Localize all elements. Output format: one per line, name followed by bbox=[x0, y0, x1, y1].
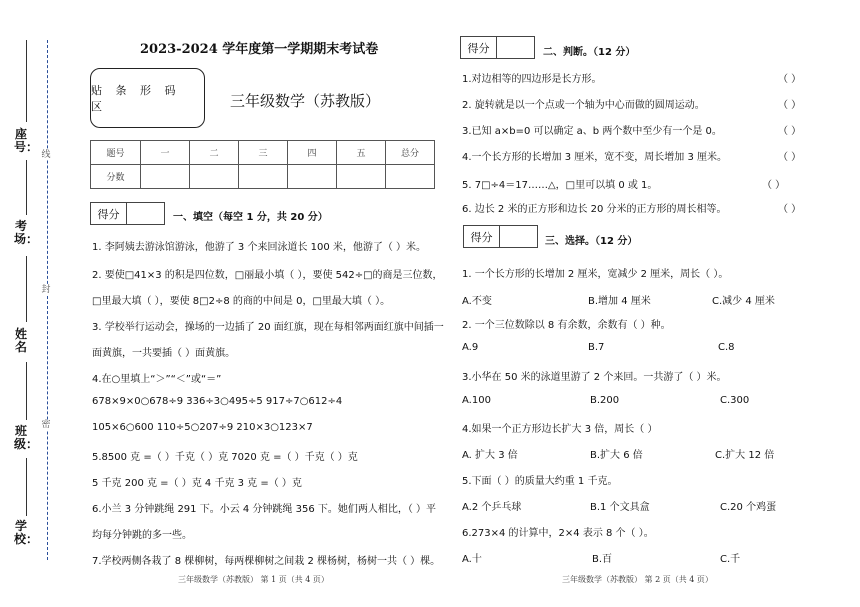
choice-option: C.8 bbox=[718, 342, 735, 353]
fill-line: 5.8500 克 =（ ）千克（ ）克 7020 克 =（ ）千克（ ）克 bbox=[92, 452, 358, 463]
judge-paren: （ ） bbox=[778, 74, 802, 85]
cut-mark-feng: 封 bbox=[41, 285, 51, 295]
exam-room-line bbox=[26, 160, 27, 215]
fill-line: 面黄旗，一共要插（ ）面黄旗。 bbox=[92, 348, 236, 359]
score-table-cell bbox=[141, 165, 190, 189]
fill-line: □里最大填（ ），要使 8□2÷8 的商的中间是 0，□里最大填（ ）。 bbox=[92, 296, 391, 307]
score-table-cell bbox=[337, 165, 386, 189]
score-box-blank bbox=[497, 37, 534, 58]
score-box-blank bbox=[500, 226, 537, 247]
fill-line: 105×6○600 110÷5○207÷9 210×3○123×7 bbox=[92, 422, 313, 433]
barcode-area bbox=[90, 68, 205, 128]
score-table-cell: 题号 bbox=[91, 141, 141, 165]
choice-option: C.千 bbox=[720, 554, 741, 565]
score-box-blank bbox=[127, 203, 164, 224]
score-table-cell bbox=[190, 165, 239, 189]
score-box-label: 得分 bbox=[461, 37, 497, 58]
class-line bbox=[26, 362, 27, 420]
barcode-label: 贴 条 形 码 区 bbox=[91, 84, 181, 113]
score-table-cell: 三 bbox=[239, 141, 288, 165]
score-box-label: 得分 bbox=[91, 203, 127, 224]
fill-line: 6.小兰 3 分钟跳绳 291 下。小云 4 分钟跳绳 356 下。她们两人相比，（ ）平 bbox=[92, 504, 437, 515]
choice-option: C.20 个鸡蛋 bbox=[720, 502, 777, 513]
score-table-cell: 五 bbox=[337, 141, 386, 165]
class-label: 班级： bbox=[14, 424, 39, 451]
name-line bbox=[26, 256, 27, 322]
choice-question: 3.小华在 50 米的泳道里游了 2 个来回。一共游了（ ）米。 bbox=[462, 372, 727, 383]
score-table-cell: 分数 bbox=[91, 165, 141, 189]
choice-option: A. 扩大 3 倍 bbox=[462, 450, 518, 461]
choice-question: 4.如果一个正方形边长扩大 3 倍，周长（ ） bbox=[462, 424, 658, 435]
judge-paren: （ ） bbox=[762, 180, 786, 191]
choice-question: 1. 一个长方形的长增加 2 厘米，宽减少 2 厘米，周长（ ）。 bbox=[462, 269, 729, 280]
choice-option: A.9 bbox=[462, 342, 479, 353]
binding-dashed-line bbox=[47, 40, 48, 560]
choice-option: C.扩大 12 倍 bbox=[715, 450, 775, 461]
judge-paren: （ ） bbox=[778, 204, 802, 215]
choice-option: A.不变 bbox=[462, 296, 492, 307]
choice-option: C.减少 4 厘米 bbox=[712, 296, 775, 307]
choice-option: B.200 bbox=[590, 395, 620, 406]
school-line bbox=[26, 458, 27, 516]
cut-mark-xian: 线 bbox=[41, 150, 51, 160]
judge-item: 4.一个长方形的长增加 3 厘米，宽不变，周长增加 3 厘米。 bbox=[462, 152, 727, 163]
choice-question: 6.273×4 的计算中，2×4 表示 8 个（ ）。 bbox=[462, 528, 654, 539]
judge-paren: （ ） bbox=[778, 100, 802, 111]
fill-line: 1. 李阿姨去游泳馆游泳，他游了 3 个来回泳道长 100 米，他游了（ ）米。 bbox=[92, 242, 427, 253]
fill-line: 3. 学校举行运动会，操场的一边插了 20 面红旗，现在每相邻两面红旗中间插一 bbox=[92, 322, 444, 333]
choice-option: B.扩大 6 倍 bbox=[590, 450, 643, 461]
score-table-header-row bbox=[91, 141, 435, 165]
fill-line: 7.学校两侧各栽了 8 棵柳树，每两棵柳树之间栽 2 棵杨树，杨树一共（ ）棵。 bbox=[92, 556, 441, 567]
choice-option: B.增加 4 厘米 bbox=[588, 296, 651, 307]
fill-line: 5 千克 200 克 =（ ）克 4 千克 3 克 =（ ）克 bbox=[92, 478, 302, 489]
score-table-cell: 二 bbox=[190, 141, 239, 165]
school-label: 学校： bbox=[14, 519, 39, 546]
section3-score-box bbox=[463, 225, 538, 248]
judge-item: 1.对边相等的四边形是长方形。 bbox=[462, 74, 602, 85]
choice-option: C.300 bbox=[720, 395, 750, 406]
fill-line: 4.在○里填上“＞”“＜”或“＝” bbox=[92, 374, 222, 385]
section2-score-box bbox=[460, 36, 535, 59]
judge-paren: （ ） bbox=[778, 152, 802, 163]
judge-paren: （ ） bbox=[778, 126, 802, 137]
exam-title: 2023-2024 学年度第一学期期末考试卷 bbox=[140, 42, 379, 57]
choice-option: B.7 bbox=[588, 342, 605, 353]
choice-option: A.十 bbox=[462, 554, 482, 565]
score-table-cell: 四 bbox=[288, 141, 337, 165]
score-table-cell: 总分 bbox=[386, 141, 435, 165]
score-table-cell bbox=[386, 165, 435, 189]
fill-line: 678×9×0○678÷9 336÷3○495÷5 917÷7○612÷4 bbox=[92, 396, 343, 407]
score-table bbox=[90, 140, 435, 189]
score-box-label: 得分 bbox=[464, 226, 500, 247]
section3-heading: 三、选择。（12 分） bbox=[545, 236, 638, 247]
cut-mark-mi: 密 bbox=[41, 420, 51, 430]
judge-item: 6. 边长 2 米的正方形和边长 20 分米的正方形的周长相等。 bbox=[462, 204, 727, 215]
exam-subtitle: 三年级数学（苏教版） bbox=[230, 92, 381, 110]
judge-item: 3.已知 a×b=0 可以确定 a、b 两个数中至少有一个是 0。 bbox=[462, 126, 722, 137]
fill-line: 均每分钟跳的多一些。 bbox=[92, 530, 192, 541]
choice-question: 2. 一个三位数除以 8 有余数，余数有（ ）种。 bbox=[462, 320, 671, 331]
choice-option: B.1 个文具盒 bbox=[590, 502, 650, 513]
footer-left: 三年级数学（苏教版） 第 1 页（共 4 页） bbox=[178, 575, 329, 584]
section2-heading: 二、判断。（12 分） bbox=[543, 47, 636, 58]
judge-item: 2. 旋转就是以一个点或一个轴为中心而做的圆周运动。 bbox=[462, 100, 705, 111]
score-table-cell bbox=[288, 165, 337, 189]
name-label: 姓名 bbox=[14, 327, 27, 354]
score-table-cell bbox=[239, 165, 288, 189]
seat-number-line bbox=[26, 40, 27, 122]
score-table-score-row bbox=[91, 165, 435, 189]
exam-room-label: 考场： bbox=[14, 219, 39, 246]
choice-question: 5.下面（ ）的质量大约重 1 千克。 bbox=[462, 476, 618, 487]
choice-option: B.百 bbox=[592, 554, 613, 565]
choice-option: A.2 个乒乓球 bbox=[462, 502, 522, 513]
seat-number-label: 座号： bbox=[14, 127, 39, 154]
section1-score-box bbox=[90, 202, 165, 225]
judge-item: 5. 7□÷4＝17……△，□里可以填 0 或 1。 bbox=[462, 180, 658, 191]
fill-line: 2. 要使□41×3 的积是四位数，□丽最小填（ ），要使 542÷□的商是三位数， bbox=[92, 270, 443, 281]
choice-option: A.100 bbox=[462, 395, 491, 406]
footer-right: 三年级数学（苏教版） 第 2 页（共 4 页） bbox=[562, 575, 713, 584]
section1-heading: 一、填空（每空 1 分，共 20 分） bbox=[173, 212, 328, 223]
score-table-cell: 一 bbox=[141, 141, 190, 165]
